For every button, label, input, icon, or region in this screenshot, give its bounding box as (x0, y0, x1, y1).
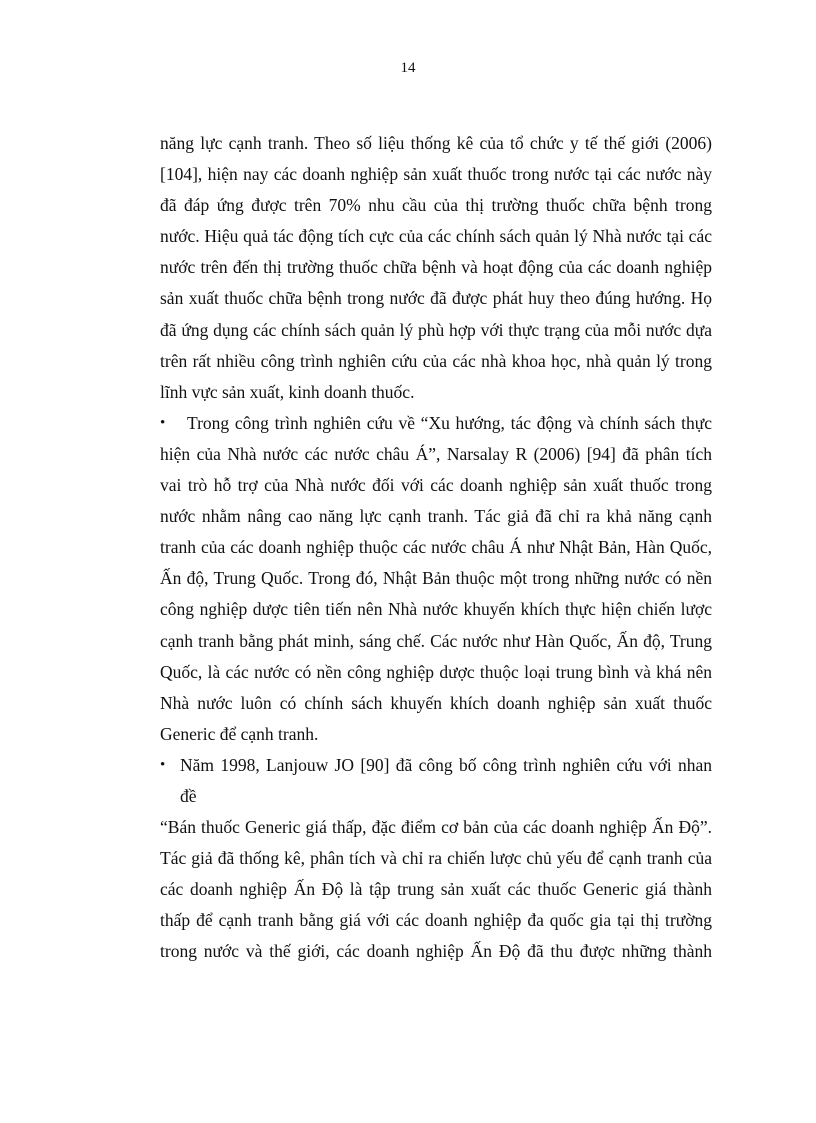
text-line: cạnh tranh bằng phát minh, sáng chế. Các nước như Hàn Quốc, Ấn độ, Trung (160, 630, 712, 651)
text-line: đề (180, 785, 197, 806)
text-line: nước nhằm nâng cao năng lực cạnh tranh. Tác giả đã chỉ ra khả năng cạnh (160, 506, 712, 527)
text-line: hiện của Nhà nước các nước châu Á”, Narsalay R (2006) [94] đã phân tích (160, 443, 712, 464)
text-line: Trong công trình nghiên cứu về “Xu hướng, tác động và chính sách thực (187, 412, 712, 433)
text-line: trong nước và thế giới, các doanh nghiệp Ấn Độ đã thu được những thành (160, 941, 712, 962)
text-line: các doanh nghiệp Ấn Độ là tập trung sản xuất các thuốc Generic giá thành (160, 879, 712, 900)
text-line: công nghiệp dược tiên tiến nên Nhà nước khuyến khích thực hiện chiến lược (160, 599, 712, 620)
page-number: 14 (400, 60, 416, 76)
text-line: Quốc, là các nước có nền công nghiệp dược thuộc loại trung bình và khá nên (160, 661, 712, 682)
text-line: nước. Hiệu quả tác động tích cực của các chính sách quản lý Nhà nước tại các (160, 226, 712, 247)
bullet-item-2 (160, 750, 712, 812)
text-line: Năm 1998, Lanjouw JO [90] đã công bố công trình nghiên cứu với nhan (180, 754, 712, 775)
text-line: tranh của các doanh nghiệp thuộc các nước châu Á như Nhật Bản, Hàn Quốc, (160, 537, 712, 558)
text-line: “Bán thuốc Generic giá thấp, đặc điểm cơ bản của các doanh nghiệp Ấn Độ”. (160, 817, 712, 838)
paragraph-2 (160, 812, 712, 967)
bullet-icon: • (160, 756, 166, 773)
bullet-item-1 (160, 408, 712, 750)
text-line: vai trò hỗ trợ của Nhà nước đối với các doanh nghiệp sản xuất thuốc trong (160, 475, 712, 496)
text-line: thấp để cạnh tranh bằng giá với các doanh nghiệp đa quốc gia tại thị trường (160, 910, 712, 931)
text-line: đã đáp ứng được trên 70% nhu cầu của thị trường thuốc chữa bệnh trong (160, 195, 712, 216)
text-line: trên rất nhiều công trình nghiên cứu của các nhà khoa học, nhà quản lý trong (160, 350, 712, 371)
text-line: Tác giả đã thống kê, phân tích và chỉ ra chiến lược chủ yếu để cạnh tranh của (160, 848, 712, 869)
text-line: Nhà nước luôn có chính sách khuyến khích doanh nghiệp sản xuất thuốc (160, 692, 712, 713)
body-text (160, 128, 712, 968)
text-line: nước trên đến thị trường thuốc chữa bệnh và hoạt động của các doanh nghiệp (160, 257, 712, 278)
text-line: lĩnh vực sản xuất, kinh doanh thuốc. (160, 381, 415, 402)
text-line: đã ứng dụng các chính sách quản lý phù hợp với thực trạng của mỗi nước dựa (160, 319, 712, 340)
text-line: [104], hiện nay các doanh nghiệp sản xuất thuốc trong nước tại các nước này (160, 164, 712, 185)
text-line: Ấn độ, Trung Quốc. Trong đó, Nhật Bản thuộc một trong những nước có nền (160, 568, 712, 589)
paragraph-1 (160, 128, 712, 408)
text-line: Generic để cạnh tranh. (160, 723, 319, 744)
text-line: năng lực cạnh tranh. Theo số liệu thống kê của tổ chức y tế thế giới (2006) (160, 133, 712, 153)
text-line: sản xuất thuốc chữa bệnh trong nước đã được phát huy theo đúng hướng. Họ (160, 288, 712, 309)
bullet-icon: • (160, 414, 166, 431)
